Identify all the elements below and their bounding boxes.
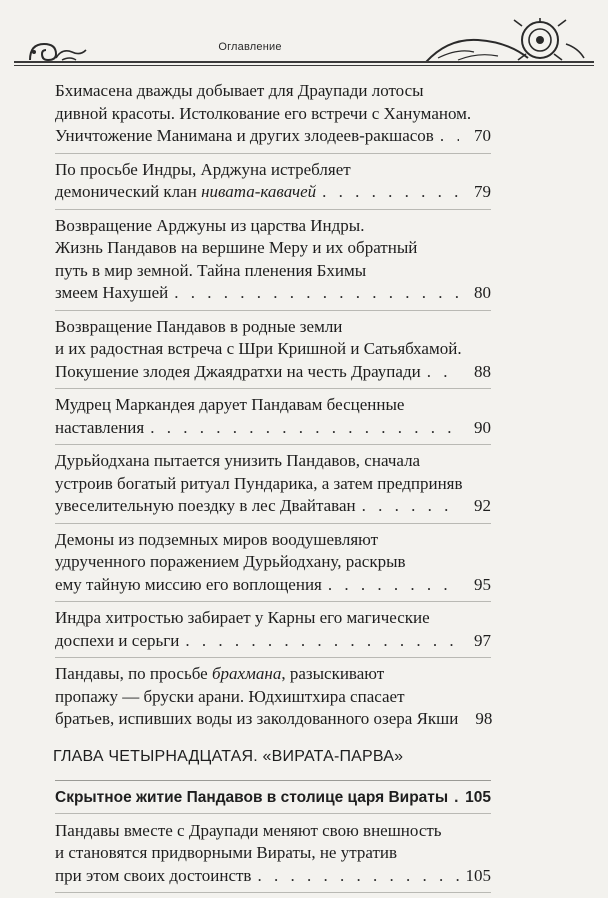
toc-entry[interactable] bbox=[55, 663, 491, 736]
leader-dots bbox=[427, 361, 459, 384]
toc-entry-line: Пандавы вместе с Драупади меняют свою внешность bbox=[55, 820, 442, 840]
toc-entry-line: Бхимасена дважды добывает для Драупади лотосы bbox=[55, 81, 424, 100]
toc-entry-line: при этом своих достоинств bbox=[55, 865, 252, 885]
toc-entry-line: Покушение злодея Джаядратхи на честь Драупади bbox=[55, 361, 421, 381]
header-rule-thin bbox=[14, 65, 594, 66]
header-rule bbox=[14, 61, 594, 63]
leader-dots bbox=[362, 495, 459, 518]
toc-entry-line: Мудрец Маркандея дарует Пандавам бесценные bbox=[55, 395, 405, 414]
toc-entry-line: По просьбе Индры, Арджуна истребляет bbox=[55, 159, 351, 179]
toc-section-entry[interactable] bbox=[55, 780, 491, 814]
toc-entry[interactable] bbox=[55, 316, 491, 390]
toc-entry[interactable] bbox=[55, 607, 491, 658]
leader-dots bbox=[328, 574, 459, 597]
toc-entry[interactable] bbox=[55, 450, 491, 524]
page-number: 88 bbox=[474, 361, 491, 381]
toc-entry-text: , разыскивают bbox=[281, 664, 385, 683]
toc-entry-italic-term: брахмана bbox=[211, 664, 282, 683]
toc-entry-line: устроив богатый ритуал Пундарика, а затем предприняв bbox=[55, 473, 463, 493]
table-of-contents bbox=[55, 80, 491, 898]
toc-entry-line: Демоны из подземных миров воодушевляют bbox=[55, 529, 379, 549]
toc-entry-line: змеем Нахушей bbox=[55, 283, 169, 302]
toc-entry-line: ему тайную миссию его воплощения bbox=[55, 574, 322, 594]
leader-dots bbox=[185, 630, 459, 653]
toc-entry-line bbox=[55, 181, 316, 204]
toc-entry-line: пропажу — бруски арани. Юдхиштхира спасает bbox=[55, 686, 405, 706]
toc-entry-line: и становятся придворными Вираты, не утратив bbox=[55, 843, 398, 862]
leader-dots bbox=[440, 125, 459, 148]
leader-dots bbox=[257, 865, 459, 888]
toc-entry[interactable] bbox=[55, 394, 491, 445]
toc-entry-line: и их радостная встреча с Шри Кришной и Сатьябхамой. bbox=[55, 339, 462, 358]
toc-entry-text: Пандавы, по просьбе bbox=[55, 664, 212, 683]
page-number: 90 bbox=[474, 417, 491, 437]
leader-dots bbox=[150, 417, 459, 440]
page-number: 95 bbox=[474, 574, 491, 594]
toc-entry-line: Дурьйодхана пытается унизить Пандавов, сначала bbox=[55, 451, 421, 470]
toc-entry-line: дивной красоты. Истолкование его встречи с Хануманом. bbox=[55, 103, 472, 123]
page-number: 98 bbox=[475, 709, 493, 728]
page-number: 105 bbox=[465, 788, 491, 806]
toc-entry-line: наставления bbox=[55, 417, 145, 437]
toc-entry-line: Возвращение Пандавов в родные земли bbox=[55, 316, 343, 336]
toc-entry-line: увеселительную поездку в лес Двайтаван bbox=[55, 496, 356, 515]
page-number: 97 bbox=[474, 630, 491, 650]
leader-dots bbox=[174, 282, 459, 305]
page-header bbox=[0, 0, 608, 70]
toc-entry-italic-term: нивата-кавачей bbox=[201, 182, 317, 201]
page-number: 105 bbox=[465, 865, 491, 885]
leader-dots bbox=[454, 789, 459, 807]
toc-entry-text: демонический клан bbox=[55, 182, 202, 201]
running-header-title: Оглавление bbox=[218, 41, 282, 53]
chapter-heading[interactable]: ГЛАВА ЧЕТЫРНАДЦАТАЯ. «ВИРАТА-ПАРВА» bbox=[53, 747, 404, 765]
toc-entry-line: Жизнь Пандавов на вершине Меру и их обратный bbox=[55, 238, 418, 257]
toc-entry-line: путь в мир земной. Тайна пленения Бхимы bbox=[55, 260, 367, 280]
toc-entry-line: доспехи и серьги bbox=[55, 630, 180, 650]
page-number: 80 bbox=[474, 283, 491, 302]
toc-entry[interactable] bbox=[55, 529, 491, 603]
section-title: Скрытное житие Пандавов в столице царя Вираты bbox=[55, 788, 449, 806]
toc-entry[interactable] bbox=[55, 820, 491, 894]
peacock-ornament-icon bbox=[418, 18, 588, 64]
toc-entry-line: братьев, испивших воды из заколдованного озера Якши bbox=[55, 709, 459, 728]
page-number: 92 bbox=[474, 496, 491, 515]
toc-entry[interactable] bbox=[55, 159, 491, 210]
toc-entry[interactable] bbox=[55, 80, 491, 154]
page-number: 70 bbox=[474, 126, 491, 145]
toc-entry-line: Индра хитростью забирает у Карны его магические bbox=[55, 608, 430, 627]
toc-entry-line: Возвращение Арджуны из царства Индры. bbox=[55, 215, 365, 235]
toc-entry-line: удрученного поражением Дурьйодхану, раскрыв bbox=[55, 552, 406, 571]
toc-entry[interactable] bbox=[55, 215, 491, 311]
page-number: 79 bbox=[474, 182, 491, 201]
toc-entry-line: Уничтожение Манимана и других злодеев-ракшасов bbox=[55, 126, 434, 145]
leader-dots bbox=[322, 181, 459, 204]
toc-entry-line bbox=[55, 663, 491, 686]
